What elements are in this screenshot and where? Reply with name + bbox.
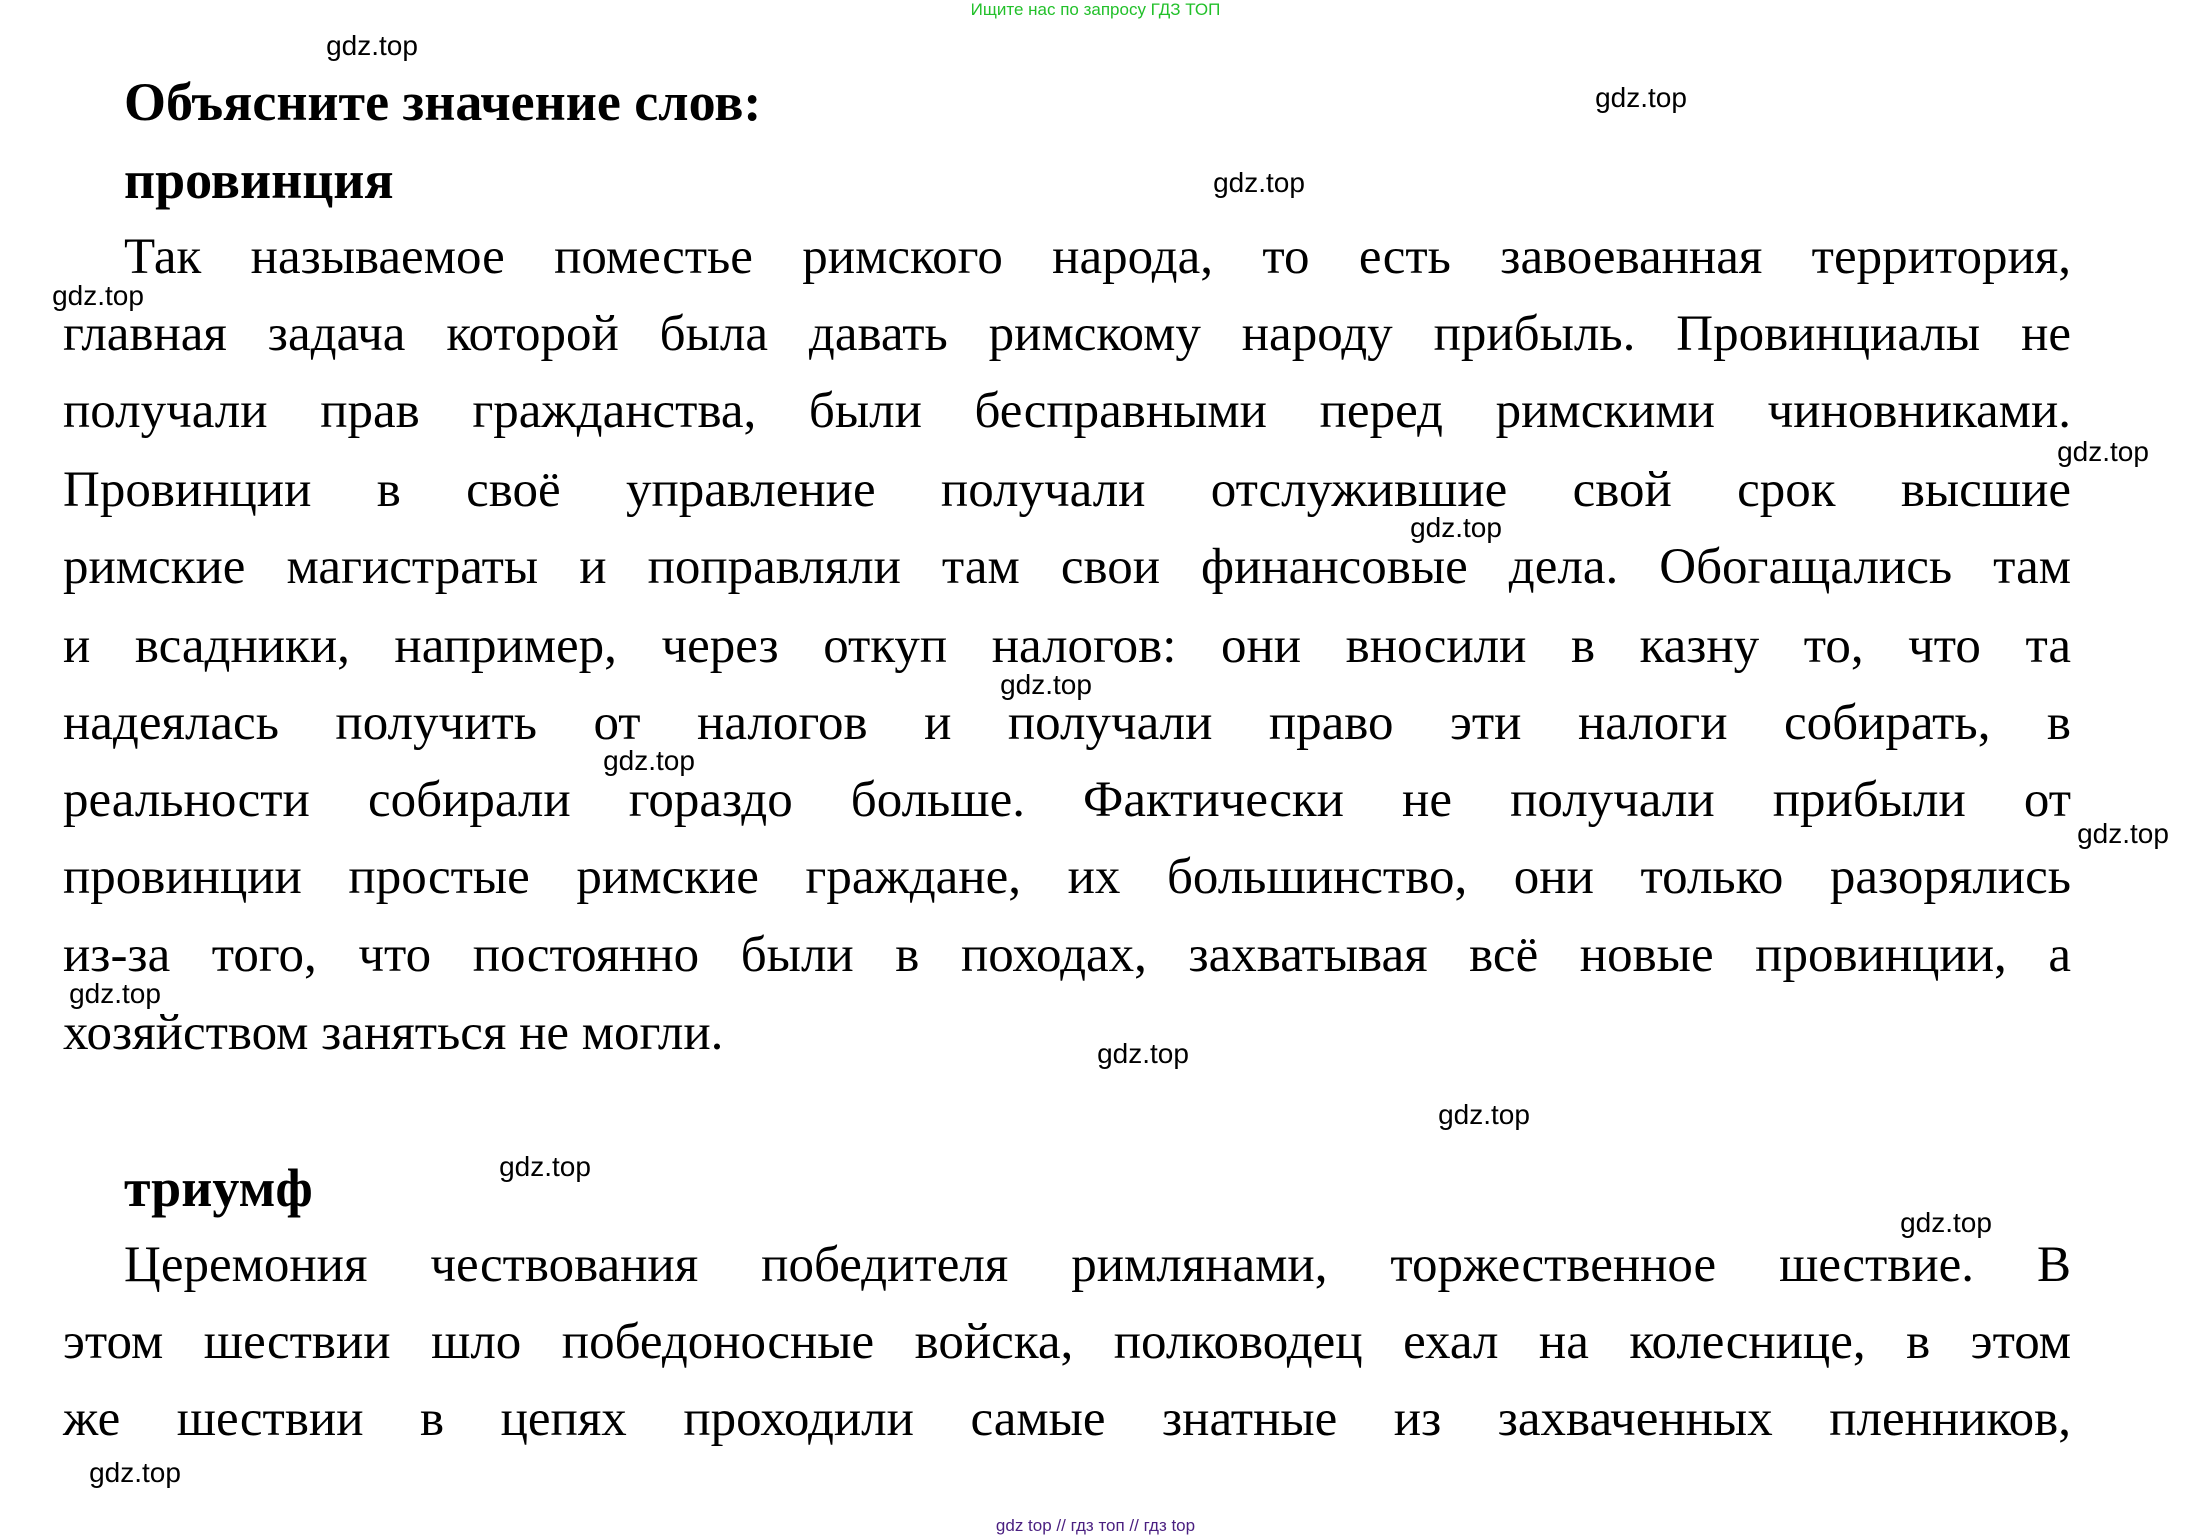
term-heading-triumph: триумф (124, 1158, 313, 1218)
watermark: gdz.top (1000, 669, 1092, 700)
text-line: надеялась получить от налогов и получали право эти налоги собирать, в (63, 695, 2071, 751)
watermark: gdz.top (1438, 1099, 1530, 1130)
watermark: gdz.top (2077, 818, 2169, 849)
text-line: из-за того, что постоянно были в походах, захватывая всё новые провинции, а (63, 927, 2071, 983)
watermark: gdz.top (1595, 82, 1687, 113)
text-line: этом шествии шло победоносные войска, полководец ехал на колеснице, в этом (63, 1314, 2071, 1370)
watermark: gdz.top (326, 30, 418, 61)
watermark: gdz.top (1900, 1207, 1992, 1238)
text-line: римские магистраты и поправляли там свои финансовые дела. Обогащались там (63, 539, 2071, 595)
watermark: gdz.top (603, 745, 695, 776)
watermark: gdz.top (52, 280, 144, 311)
text-line: Церемония чествования победителя римлянами, торжественное шествие. В (124, 1237, 2071, 1293)
watermark: gdz.top (69, 978, 161, 1009)
watermark: gdz.top (2057, 436, 2149, 467)
top-banner: Ищите нас по запросу ГДЗ ТОП (970, 0, 1221, 19)
text-line: хозяйством заняться не могли. (63, 1005, 724, 1061)
watermark: gdz.top (499, 1151, 591, 1182)
watermark: gdz.top (89, 1457, 181, 1488)
text-line: провинции простые римские граждане, их большинство, они только разорялись (63, 849, 2071, 905)
page-title: Объясните значение слов: (124, 72, 762, 132)
bottom-banner: gdz top // гдз топ // гдз top (995, 1516, 1196, 1535)
text-line: Так называемое поместье римского народа, то есть завоеванная территория, (124, 229, 2071, 285)
text-line: реальности собирали гораздо больше. Фактически не получали прибыли от (63, 772, 2071, 828)
text-line: и всадники, например, через откуп налогов: они вносили в казну то, что та (63, 618, 2071, 674)
text-line: получали прав гражданства, были бесправными перед римскими чиновниками. (63, 383, 2071, 439)
watermark: gdz.top (1410, 512, 1502, 543)
text-line: Провинции в своё управление получали отслужившие свой срок высшие (63, 462, 2071, 518)
text-line: же шествии в цепях проходили самые знатные из захваченных пленников, (63, 1391, 2071, 1447)
watermark: gdz.top (1097, 1038, 1189, 1069)
watermark: gdz.top (1213, 167, 1305, 198)
text-line: главная задача которой была давать римскому народу прибыль. Провинциалы не (63, 306, 2071, 362)
term-heading-province: провинция (124, 150, 394, 210)
